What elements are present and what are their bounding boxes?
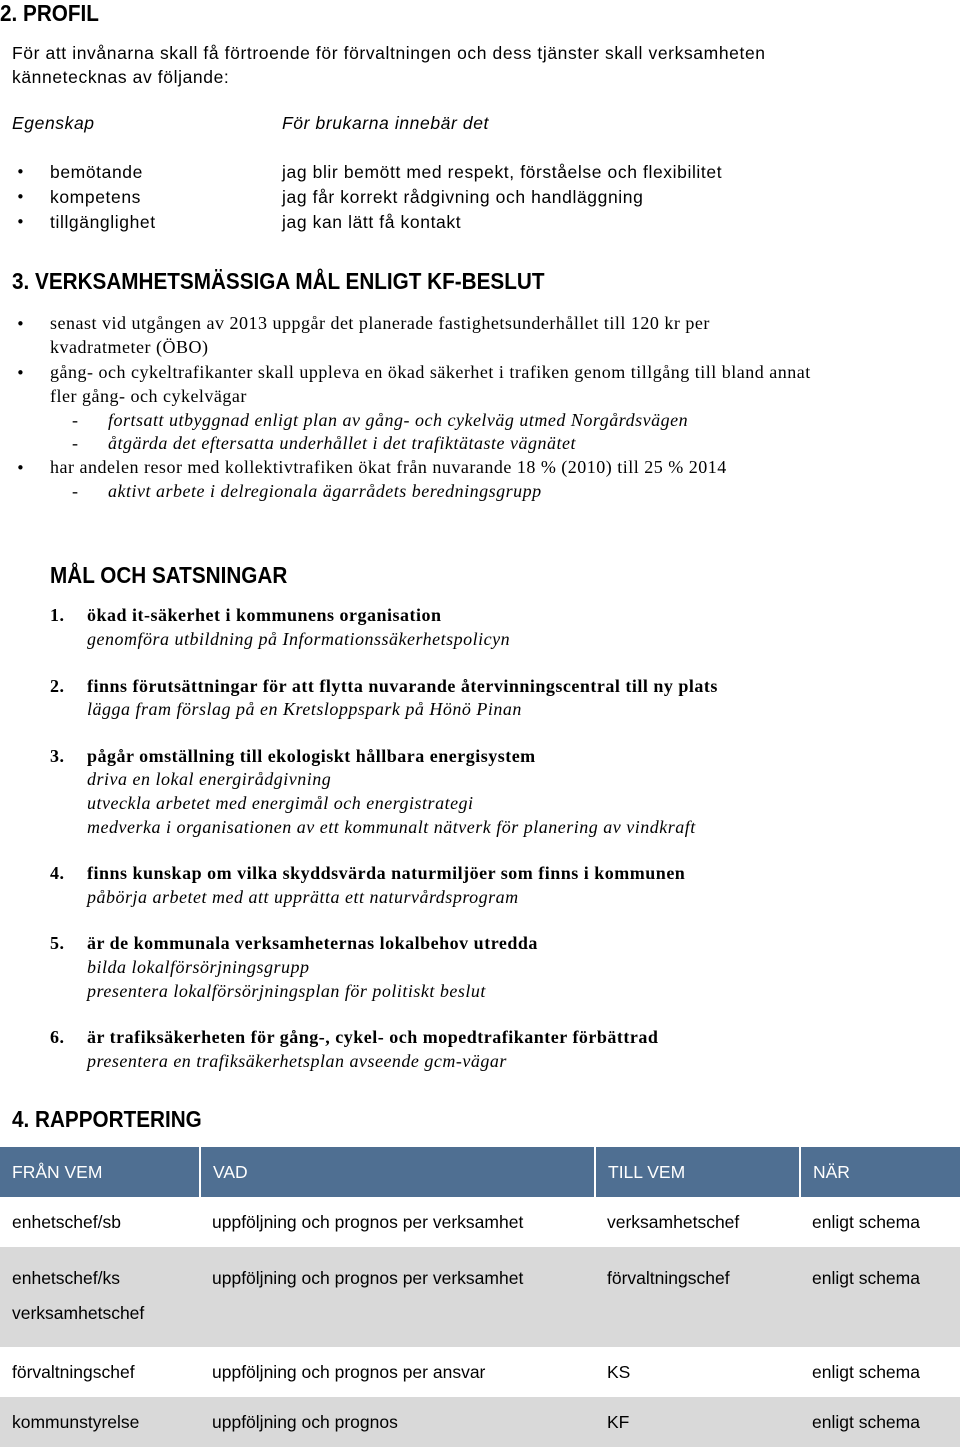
cell-when: enligt schema <box>812 1361 920 1382</box>
goal-action: bilda lokalförsörjningsgrupp <box>87 957 310 977</box>
goal-action: utveckla arbetet med energimål och energistrategi <box>87 793 474 813</box>
bullet-icon <box>16 163 25 181</box>
goal-title: finns kunskap om vilka skyddsvärda naturmiljöer som finns i kommunen <box>87 863 686 883</box>
goal-number: 2. <box>50 676 65 696</box>
table-row <box>0 1247 960 1347</box>
section2-intro-line1: För att invånarna skall få förtroende för förvaltningen och dess tjänster skall verksamheten <box>12 43 766 63</box>
profile-meaning: jag får korrekt rådgivning och handläggning <box>282 187 644 207</box>
goal-bullet-2-line1: gång- och cykeltrafikanter skall uppleva en ökad säkerhet i trafiken genom tillgång till bland annat <box>50 362 811 382</box>
goal-bullet-3-line1: har andelen resor med kollektivtrafiken ökat från nuvarande 18 % (2010) till 25 % 2014 <box>50 457 727 477</box>
goal-title: ökad it-säkerhet i kommunens organisation <box>87 605 442 625</box>
goal-title: finns förutsättningar för att flytta nuvarande återvinningscentral till ny plats <box>87 676 718 696</box>
profile-meaning: jag blir bemött med respekt, förståelse och flexibilitet <box>282 162 723 182</box>
cell-what: uppföljning och prognos per ansvar <box>212 1361 486 1382</box>
cell-from: förvaltningschef <box>12 1361 135 1382</box>
cell-when: enligt schema <box>800 1247 960 1347</box>
cell-what: uppföljning och prognos per verksamhet <box>212 1211 524 1232</box>
bullet-icon <box>16 213 25 231</box>
section2-heading: 2. PROFIL <box>0 0 99 26</box>
goal-title: pågår omställning till ekologiskt hållbara energisystem <box>87 746 536 766</box>
bullet-icon <box>16 459 25 477</box>
profile-property: tillgänglighet <box>50 212 156 232</box>
goal-bullet-2-line2: fler gång- och cykelvägar <box>50 386 247 406</box>
col2-header: För brukarna innebär det <box>282 113 490 133</box>
cell-from-line2: verksamhetschef <box>12 1303 145 1323</box>
dash: - <box>72 410 79 430</box>
dash: - <box>72 433 79 453</box>
section4-heading: 4. RAPPORTERING <box>12 1106 202 1132</box>
bullet-icon <box>16 315 25 333</box>
goals-heading: MÅL OCH SATSNINGAR <box>50 562 288 588</box>
table-header-row <box>0 1147 960 1197</box>
profile-meaning: jag kan lätt få kontakt <box>282 212 462 232</box>
goal-action: presentera lokalförsörjningsplan för politiskt beslut <box>87 981 486 1001</box>
cell-from <box>0 1247 200 1347</box>
table-row <box>0 1397 960 1447</box>
cell-when: enligt schema <box>812 1211 920 1232</box>
goal-number: 4. <box>50 863 65 883</box>
goal-action: lägga fram förslag på en Kretsloppspark på Hönö Pinan <box>87 699 522 719</box>
section3-heading: 3. VERKSAMHETSMÄSSIGA MÅL ENLIGT KF-BESLUT <box>12 268 545 294</box>
cell-to: förvaltningschef <box>595 1247 800 1347</box>
goal-title: är trafiksäkerheten för gång-, cykel- och mopedtrafikanter förbättrad <box>87 1027 659 1047</box>
bullet-icon <box>16 188 25 206</box>
goal-title: är de kommunala verksamheternas lokalbehov utredda <box>87 933 538 953</box>
goal-number: 6. <box>50 1027 65 1047</box>
column-header: NÄR <box>800 1147 960 1197</box>
goal-number: 5. <box>50 933 65 953</box>
table-row <box>0 1197 960 1247</box>
goal-action: presentera en trafiksäkerhetsplan avseende gcm-vägar <box>87 1051 507 1071</box>
goal-action: genomföra utbildning på Informationssäkerhetspolicyn <box>87 629 511 649</box>
cell-to: KS <box>607 1361 631 1382</box>
reporting-table <box>0 1147 960 1447</box>
goal-action: påbörja arbetet med att upprätta ett naturvårdsprogram <box>87 887 519 907</box>
col1-header: Egenskap <box>12 113 95 133</box>
cell-from-line1: enhetschef/ks <box>12 1268 120 1288</box>
profile-property: kompetens <box>50 187 142 207</box>
bullet-icon <box>16 364 25 382</box>
goal-action: driva en lokal energirådgivning <box>87 769 332 789</box>
cell-when: enligt schema <box>800 1397 960 1447</box>
column-header: VAD <box>200 1147 595 1197</box>
cell-what: uppföljning och prognos <box>200 1397 595 1447</box>
cell-to: KF <box>595 1397 800 1447</box>
goal-bullet-2-sub2: åtgärda det eftersatta underhållet i det trafiktätaste vägnätet <box>108 433 576 453</box>
column-header: FRÅN VEM <box>0 1147 200 1197</box>
cell-from: kommunstyrelse <box>0 1397 200 1447</box>
goal-bullet-1-line1: senast vid utgången av 2013 uppgår det planerade fastighetsunderhållet till 120 kr per <box>50 313 710 333</box>
table-row <box>0 1347 960 1397</box>
goal-action: medverka i organisationen av ett kommunalt nätverk för planering av vindkraft <box>87 817 696 837</box>
cell-what: uppföljning och prognos per verksamhet <box>200 1247 595 1347</box>
cell-from: enhetschef/sb <box>12 1211 121 1232</box>
goal-bullet-3-sub1: aktivt arbete i delregionala ägarrådets beredningsgrupp <box>108 481 542 501</box>
goal-number: 3. <box>50 746 65 766</box>
profile-property: bemötande <box>50 162 143 182</box>
goal-bullet-1-line2: kvadratmeter (ÖBO) <box>50 337 209 357</box>
dash: - <box>72 481 79 501</box>
section2-intro-line2: kännetecknas av följande: <box>12 67 230 87</box>
column-header: TILL VEM <box>595 1147 800 1197</box>
goal-bullet-2-sub1: fortsatt utbyggnad enligt plan av gång- och cykelväg utmed Norgårdsvägen <box>108 410 689 430</box>
cell-to: verksamhetschef <box>607 1211 740 1232</box>
goal-number: 1. <box>50 605 65 625</box>
